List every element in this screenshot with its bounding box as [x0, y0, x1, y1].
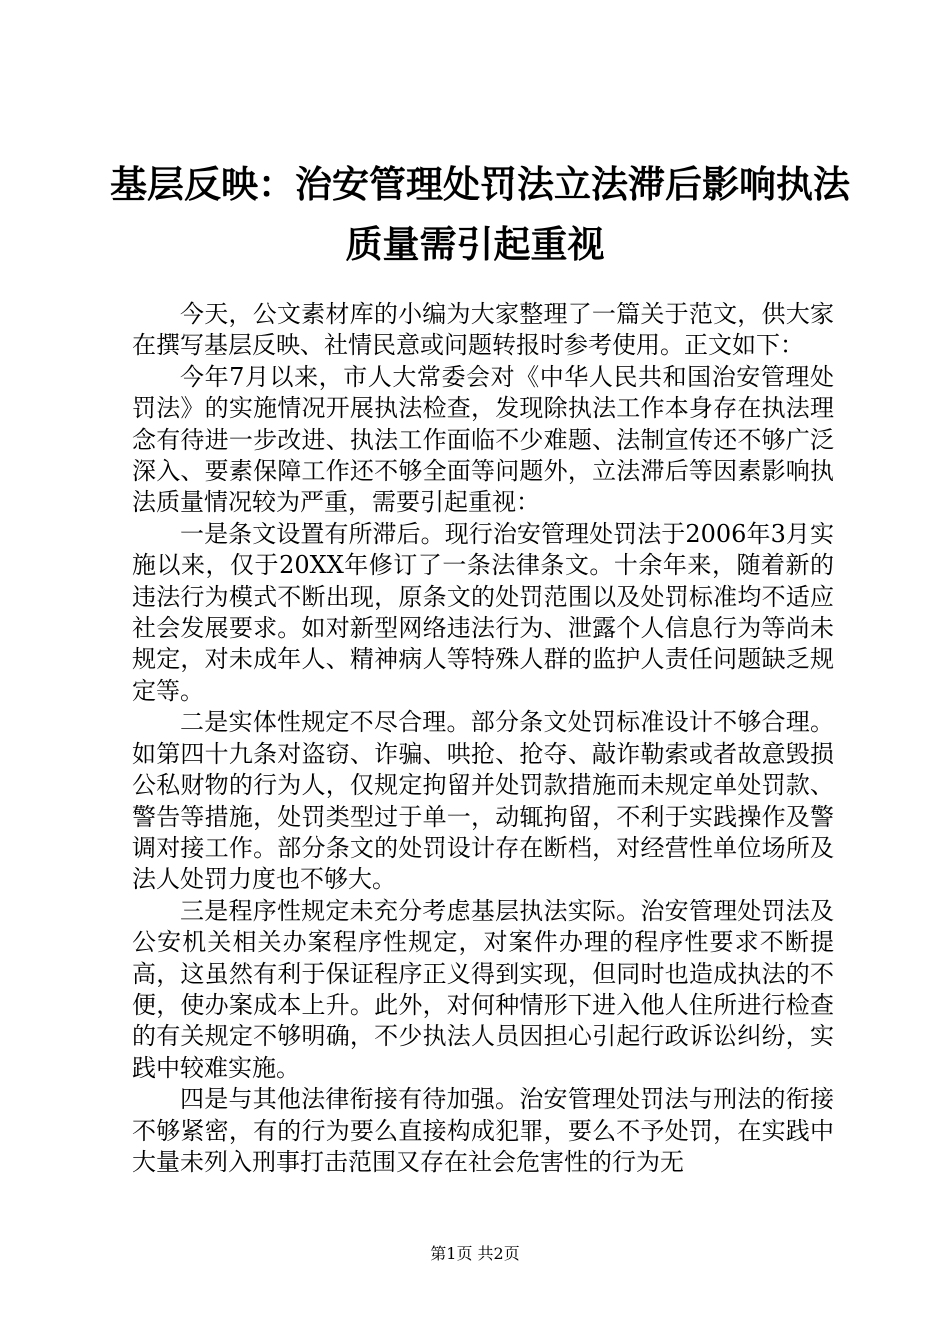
paragraph-point-3: 三是程序性规定未充分考虑基层执法实际。治安管理处罚法及公安机关相关办案程序性规定，对案件办理的程序性要求不断提高，这虽然有利于保证程序正义得到实现，但同时也造成执法的不便，使办案成本上升。此外，对何种情形下进入他人住所进行检查的有关规定不够明确，不少执法人员因担心引起行政诉讼纠纷，实践中较难实施。	[132, 896, 834, 1082]
document-title-line-2: 质量需引起重视	[345, 222, 605, 266]
page-number-total: 共2页	[477, 1244, 520, 1263]
page-number-current: 第1页	[430, 1244, 473, 1263]
paragraph-point-4: 四是与其他法律衔接有待加强。治安管理处罚法与刑法的衔接不够紧密，有的行为要么直接构成犯罪，要么不予处罚，在实践中大量未列入刑事打击范围又存在社会危害性的行为无	[132, 1085, 834, 1176]
paragraph-background: 今年7月以来，市人大常委会对《中华人民共和国治安管理处罚法》的实施情况开展执法检查，发现除执法工作本身存在执法理念有待进一步改进、执法工作面临不少难题、法制宣传还不够广泛深入、要素保障工作还不够全面等问题外，立法滞后等因素影响执法质量情况较为严重，需要引起重视：	[132, 362, 834, 517]
paragraph-point-1: 一是条文设置有所滞后。现行治安管理处罚法于2006年3月实施以来，仅于20XX年修订了一条法律条文。十余年来，随着新的违法行为模式不断出现，原条文的处罚范围以及处罚标准均不适应社会发展要求。如对新型网络违法行为、泄露个人信息行为等尚未规定，对未成年人、精神病人等特殊人群的监护人责任问题缺乏规定等。	[132, 519, 834, 705]
document-title-line-1: 基层反映：治安管理处罚法立法滞后影响执法	[110, 162, 850, 206]
document-body	[132, 299, 834, 1178]
paragraph-point-2: 二是实体性规定不尽合理。部分条文处罚标准设计不够合理。如第四十九条对盗窃、诈骗、哄抢、抢夺、敲诈勒索或者故意毁损公私财物的行为人，仅规定拘留并处罚款措施而未规定单处罚款、警告等措施，处罚类型过于单一，动辄拘留，不利于实践操作及警调对接工作。部分条文的处罚设计存在断档，对经营性单位场所及法人处罚力度也不够大。	[132, 708, 834, 894]
page-footer	[0, 1244, 950, 1264]
paragraph-intro: 今天，公文素材库的小编为大家整理了一篇关于范文，供大家在撰写基层反映、社情民意或问题转报时参考使用。正文如下：	[132, 300, 834, 360]
